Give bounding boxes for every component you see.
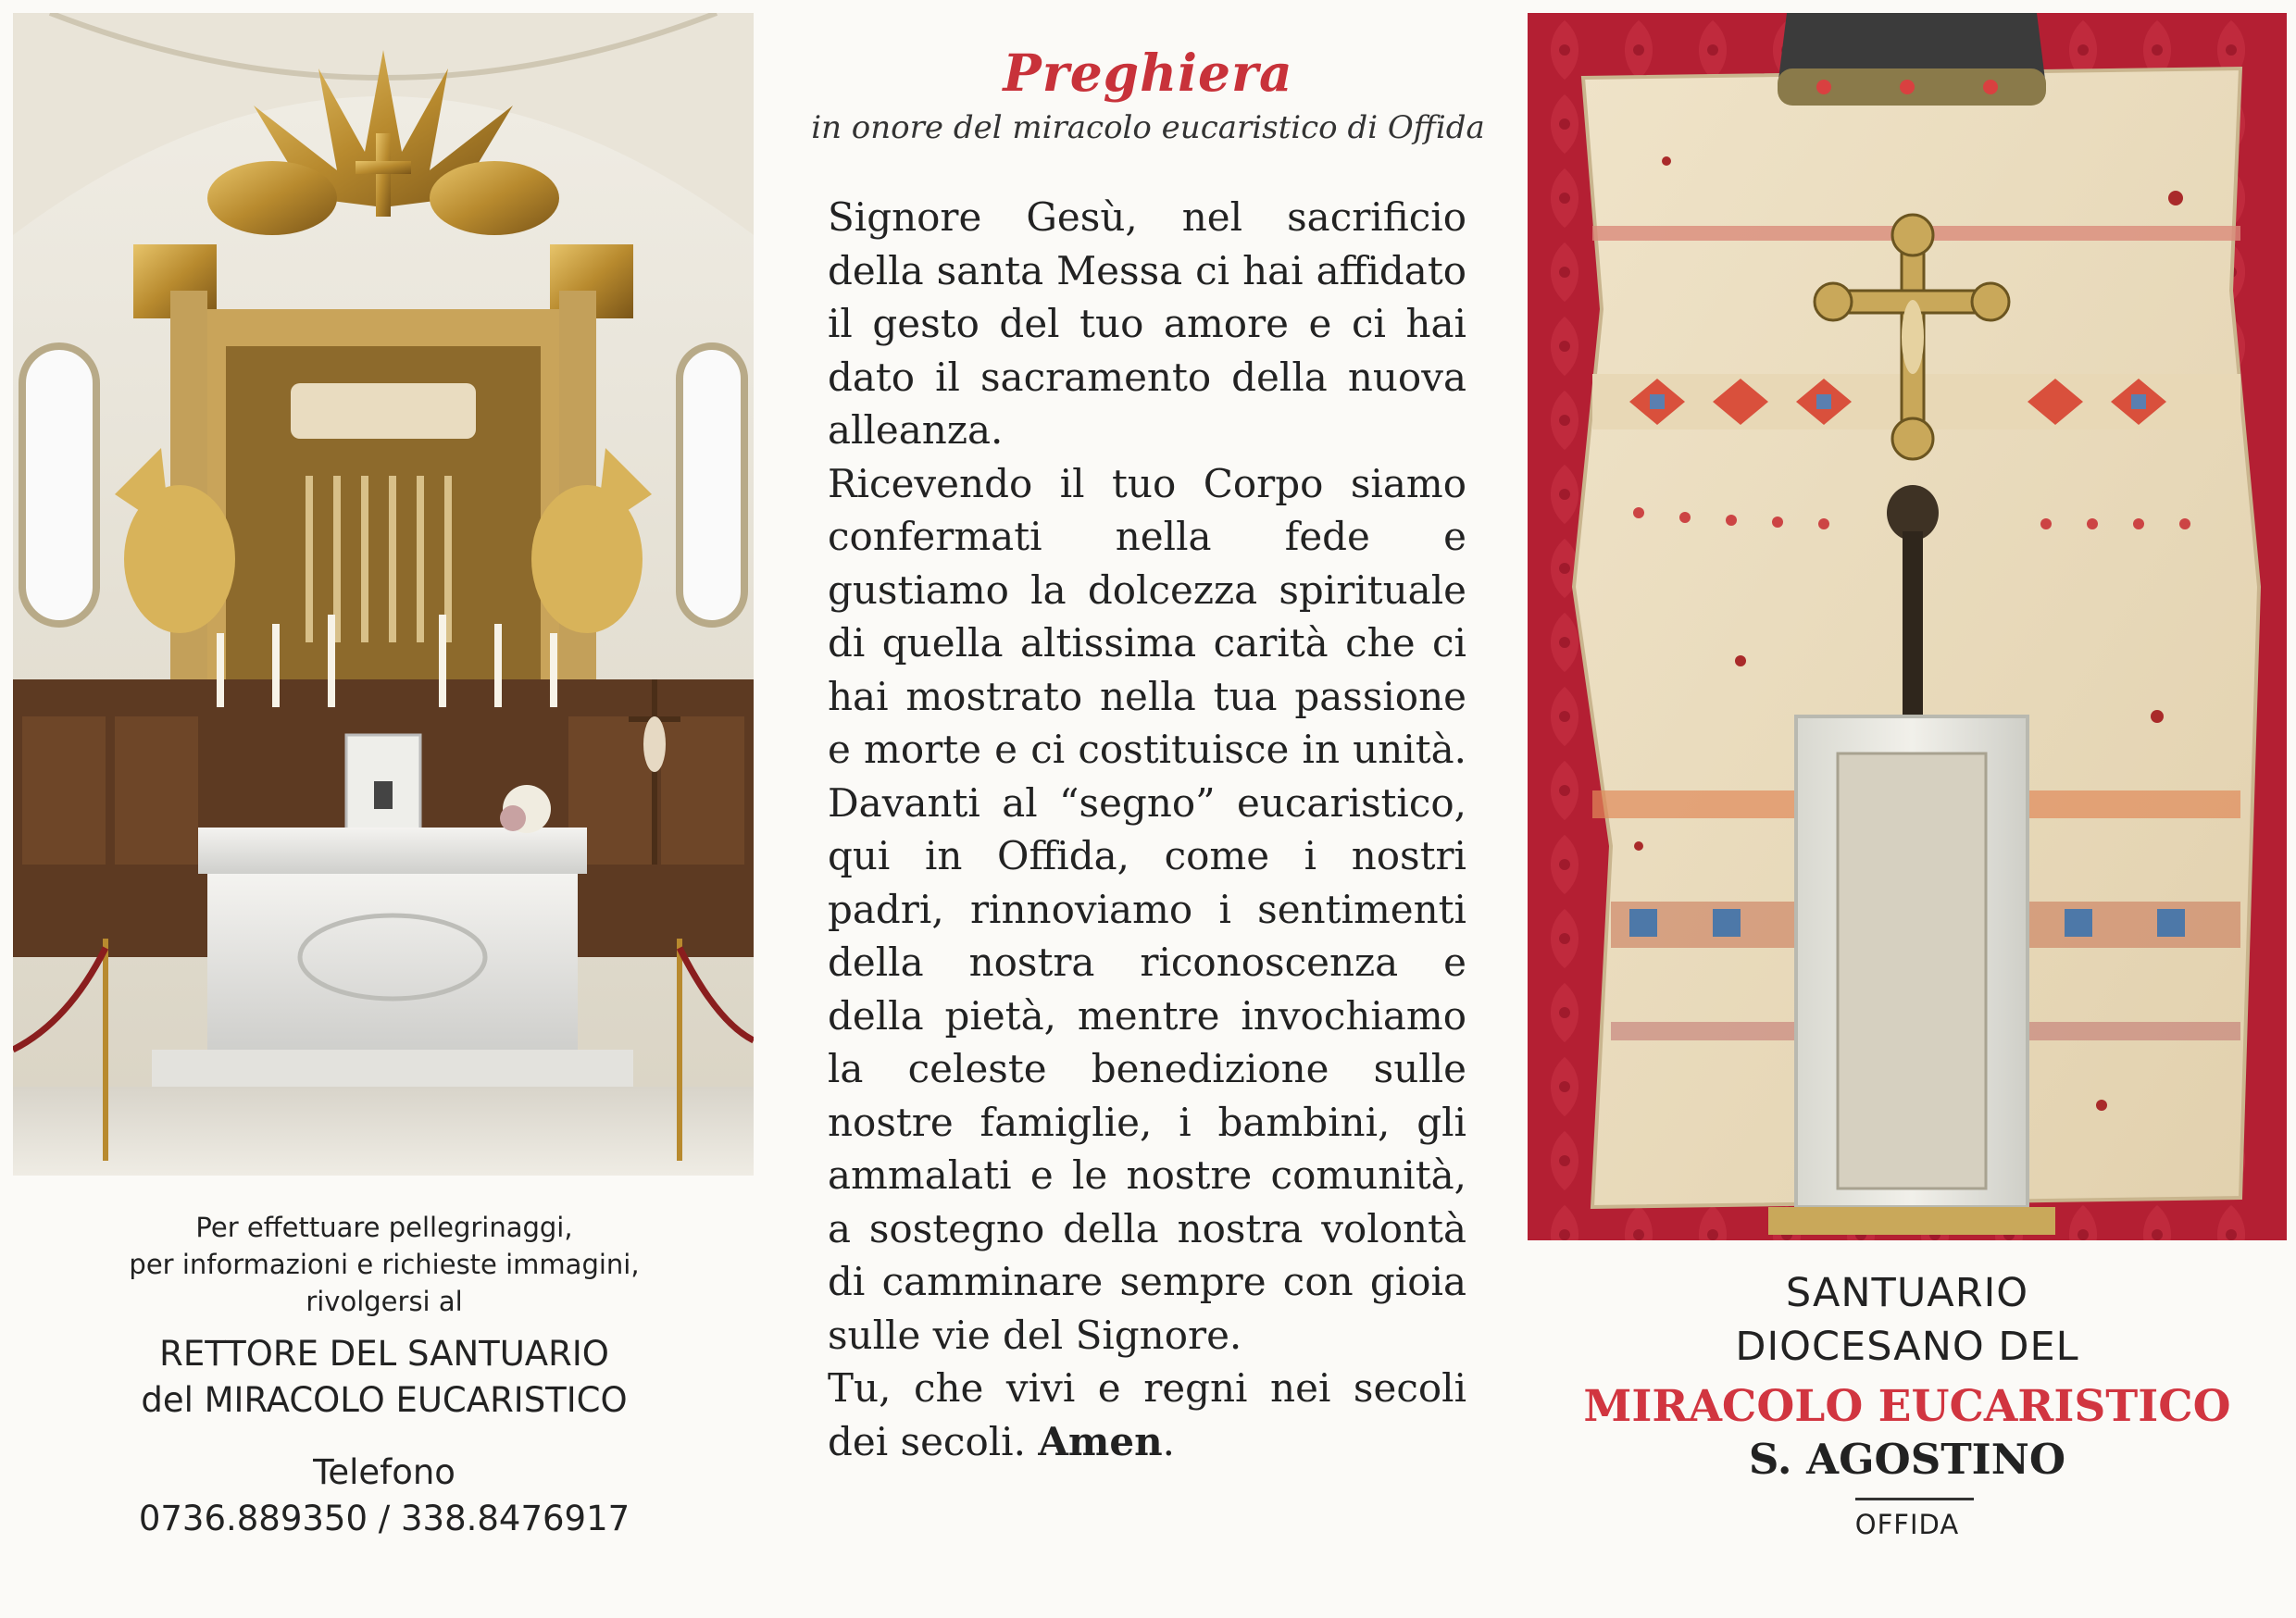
right-panel xyxy=(1528,0,2296,1618)
contact-intro-line: per informazioni e richieste immagini, xyxy=(129,1249,640,1280)
prayer-subtitle: in onore del miracolo eucaristico di Offida xyxy=(811,109,1485,146)
church-name: S. AGOSTINO xyxy=(1748,1435,2066,1484)
phone-label: Telefono xyxy=(313,1452,455,1492)
prayer-panel xyxy=(768,0,1528,1618)
prayer-title: Preghiera xyxy=(1003,43,1293,103)
prayer-closing xyxy=(828,1362,1466,1468)
contact-intro-line: rivolgersi al xyxy=(306,1286,463,1317)
altar-photo xyxy=(13,13,754,1176)
amen-word: Amen xyxy=(1038,1418,1163,1464)
phone-numbers: 0736.889350 / 338.8476917 xyxy=(138,1499,630,1538)
final-period: . xyxy=(1162,1418,1175,1464)
rector-line: RETTORE DEL SANTUARIO xyxy=(159,1334,609,1374)
prayer-body xyxy=(828,191,1466,1468)
relic-photo xyxy=(1528,13,2287,1240)
phone-block xyxy=(19,1450,750,1542)
miracle-title: MIRACOLO EUCARISTICO xyxy=(1583,1381,2231,1432)
sanctuary-line-1: SANTUARIO xyxy=(1785,1270,2029,1316)
left-panel xyxy=(0,0,768,1618)
prayer-paragraph: Tu, che vivi e regni nei secoli dei secoli. xyxy=(828,1365,1466,1464)
rector-title xyxy=(19,1331,750,1424)
rector-line: del MIRACOLO EUCARISTICO xyxy=(141,1380,628,1420)
contact-intro xyxy=(19,1209,750,1320)
sanctuary-line-2: DIOCESANO DEL xyxy=(1735,1324,2079,1370)
divider-rule xyxy=(1855,1498,1974,1500)
town-name: OFFIDA xyxy=(1854,1509,1960,1540)
contact-intro-line: Per effettuare pellegrinaggi, xyxy=(195,1212,573,1243)
prayer-paragraph: Ricevendo il tuo Corpo siamo confermati nella fede e gustiamo la dolcezza spirituale di quella altissima carità che ci hai mostrato nella tua passione e morte e ci costituisce in unità. Davanti al “segno” eucaristico, qui in Offida, come i nostri padri, rinnoviamo i sentimenti della nostra riconoscenza e della pietà, mentre invochiamo la celeste benedizione sulle nostre famiglie, i bambini, gli ammalati e le nostre comunità, a sostegno della nostra volontà di camminare sempre con gioia sulle vie del Signore. xyxy=(828,460,1466,1358)
prayer-paragraph: Signore Gesù, nel sacrificio della santa Messa ci hai affidato il gesto del tuo amore e ci hai dato il sacramento della nuova alleanza. xyxy=(828,194,1466,453)
